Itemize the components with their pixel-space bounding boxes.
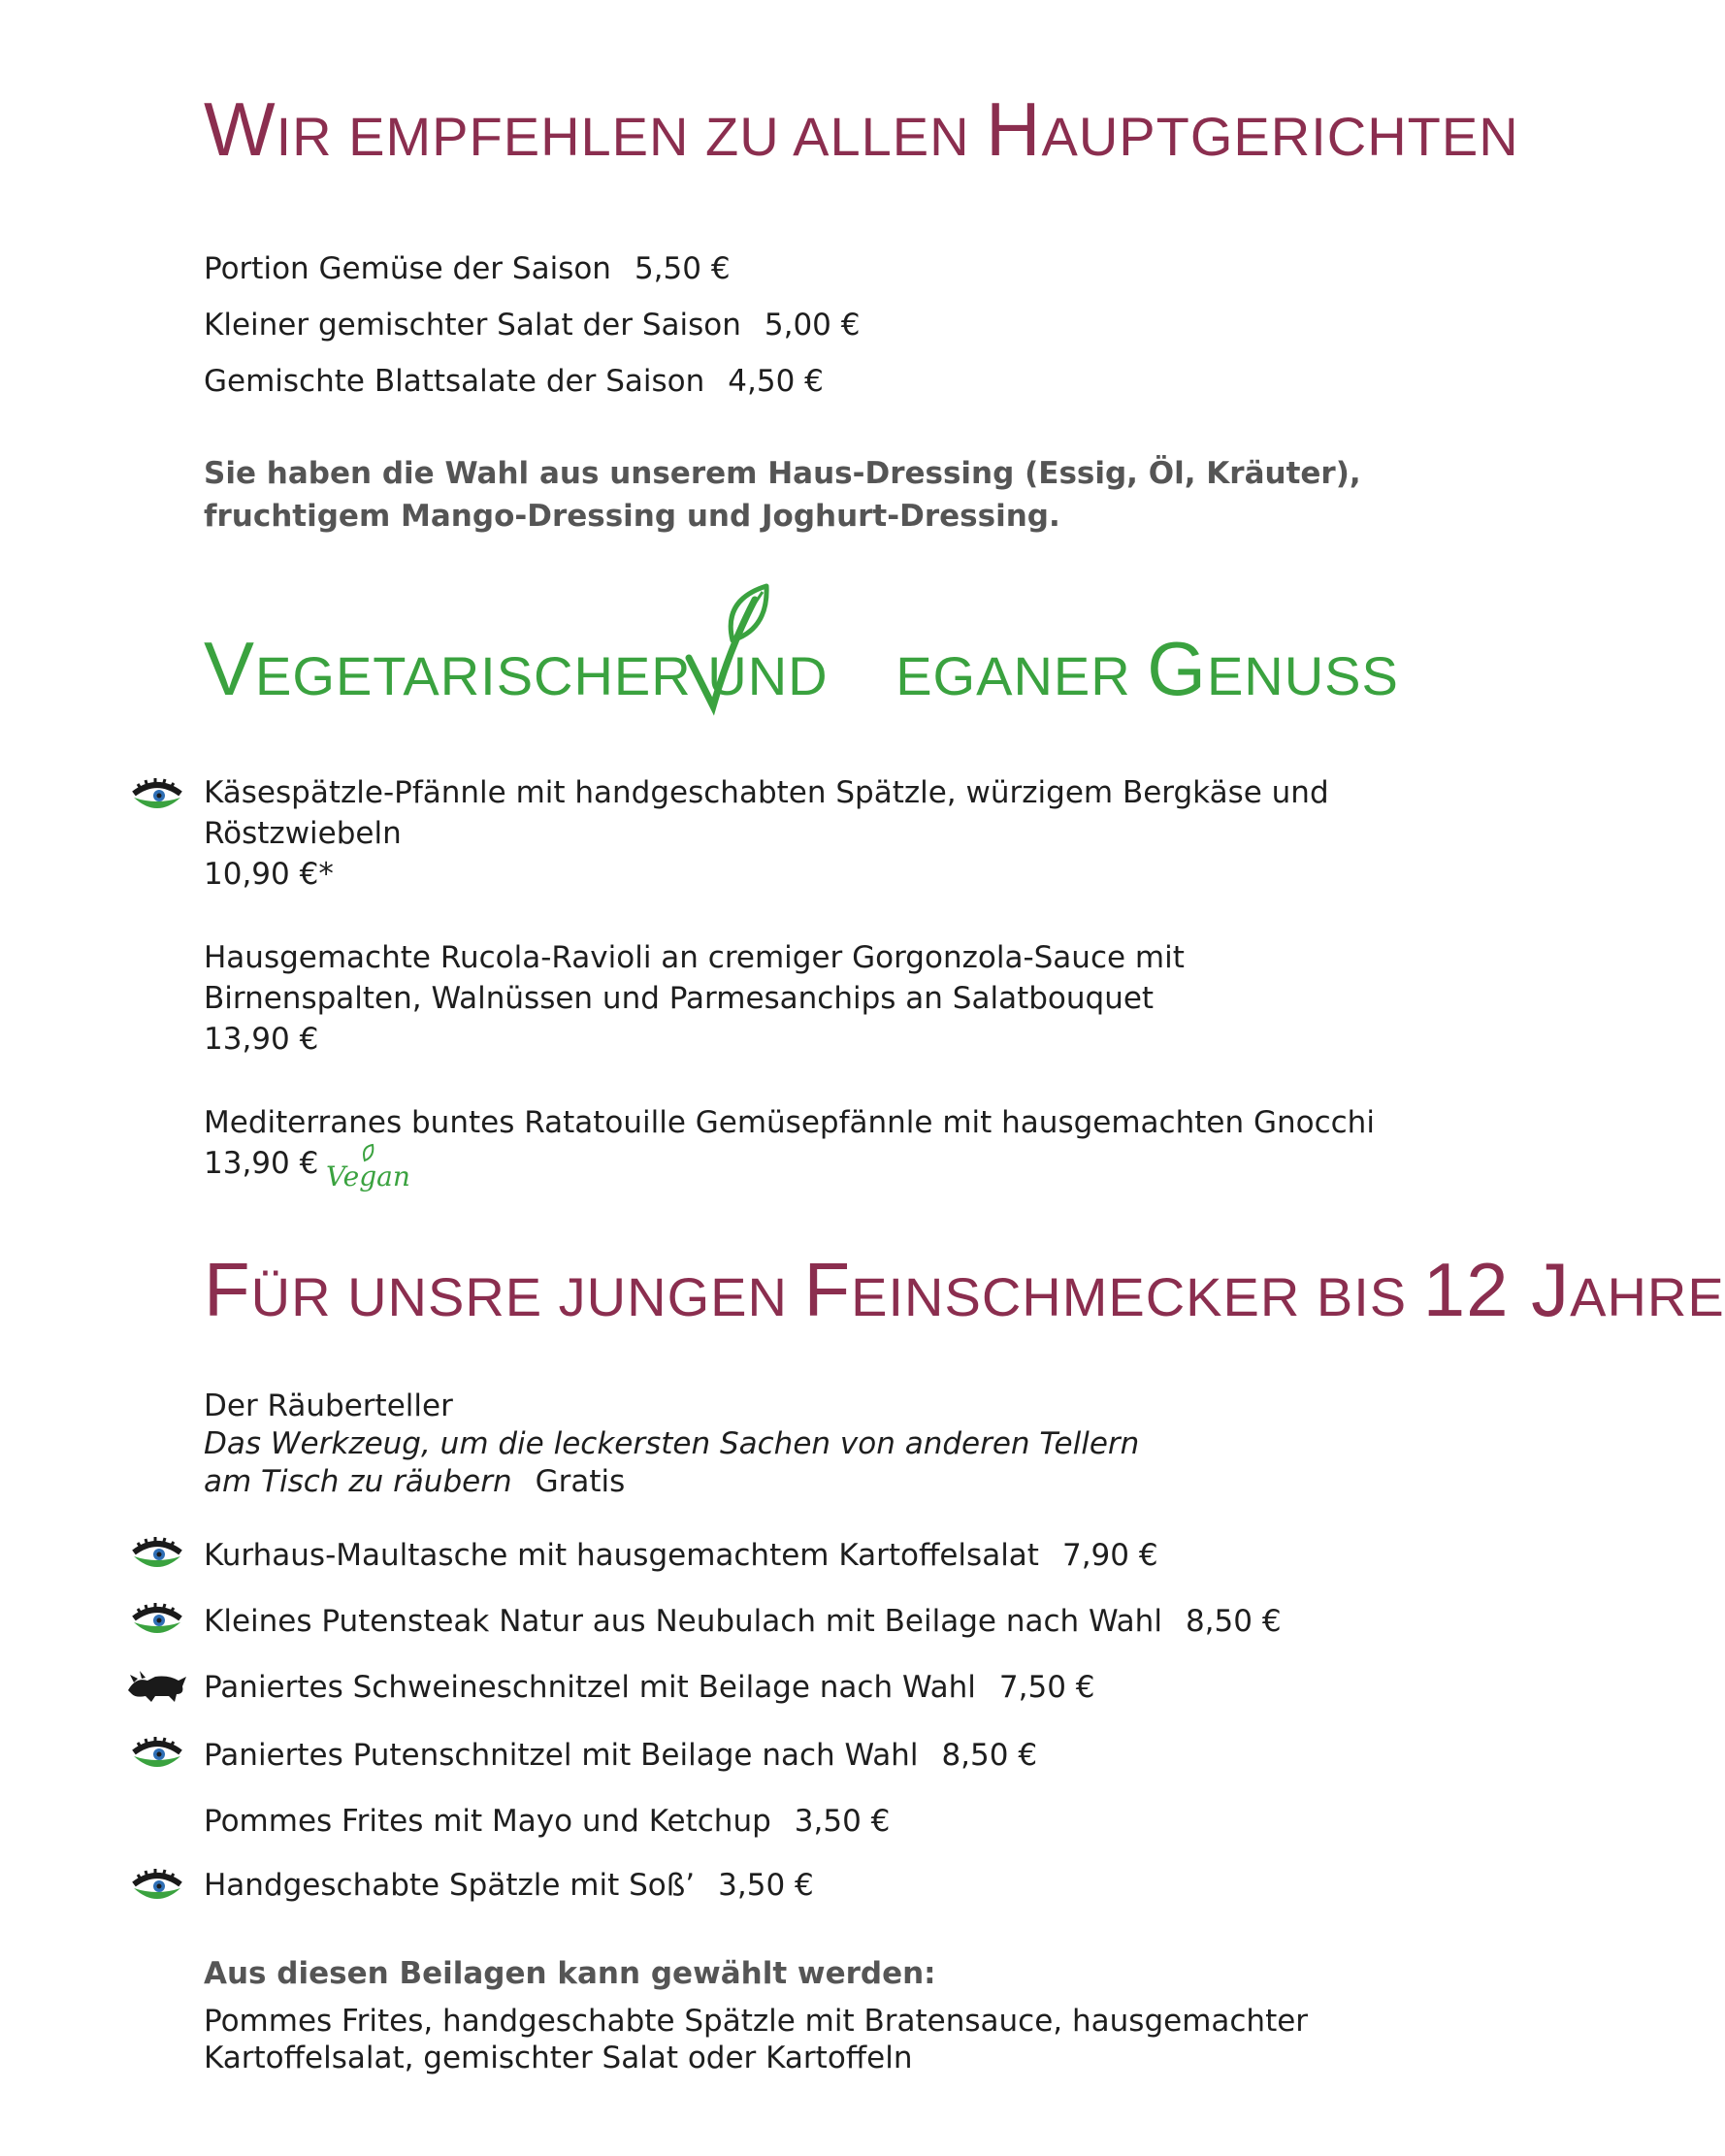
eye-icon (130, 1535, 184, 1574)
item-price: 13,90 € (204, 1146, 319, 1181)
item-description: am Tisch zu räubern (204, 1464, 512, 1499)
dressing-note-line: fruchtigem Mango-Dressing und Joghurt-Dressing. (204, 499, 1060, 534)
item-name: Paniertes Putenschnitzel mit Beilage nach Wahl (204, 1738, 919, 1773)
rauberteller-item (204, 1388, 1139, 1501)
item-description: Röstzwiebeln (204, 816, 402, 851)
item-name: Handgeschabte Spätzle mit Soß’ (204, 1868, 696, 1903)
item-name: Kurhaus-Maultasche mit hausgemachtem Kartoffelsalat (204, 1538, 1039, 1573)
item-price: 8,50 € (941, 1738, 1038, 1773)
heading-text: IR EMPFEHLEN ZU ALLEN (276, 106, 987, 167)
kids-item (204, 1735, 1037, 1776)
heading-cap: 12 J (1422, 1247, 1571, 1332)
heading-cap: G (1147, 626, 1207, 711)
item-price: 4,50 € (728, 364, 824, 399)
item-price: 13,90 € (204, 1022, 319, 1057)
side-item (204, 305, 860, 345)
side-item (204, 361, 824, 402)
heading-text: EGANER (895, 645, 1148, 706)
item-description: Käsespätzle-Pfännle mit handgeschabten Spätzle, würzigem Bergkäse und (204, 775, 1329, 810)
item-price: 7,90 € (1061, 1538, 1158, 1573)
vegan-badge (322, 1143, 410, 1199)
kids-item (204, 1535, 1158, 1576)
item-price: 10,90 €* (204, 857, 334, 892)
heading-cap: V (204, 626, 256, 711)
item-description: Birnenspalten, Walnüssen und Parmesanchips an Salatbouquet (204, 981, 1155, 1016)
item-price: 7,50 € (998, 1670, 1095, 1705)
menu-item (204, 772, 1329, 895)
item-description: Mediterranes buntes Ratatouille Gemüsepfännle mit hausgemachten Gnocchi (204, 1105, 1375, 1140)
kids-item (204, 1667, 1095, 1708)
heading-text: AHRE (1570, 1266, 1725, 1327)
sides-list-line: Kartoffelsalat, gemischter Salat oder Kartoffeln (204, 2041, 913, 2075)
item-name: Pommes Frites mit Mayo und Ketchup (204, 1804, 771, 1839)
heading-text: ÜR UNSRE JUNGEN (250, 1266, 804, 1327)
item-name: Gemischte Blattsalate der Saison (204, 364, 705, 399)
sides-list-line: Pommes Frites, handgeschabte Spätzle mit Bratensauce, hausgemachter (204, 2004, 1309, 2039)
heading-cap: F (803, 1247, 852, 1332)
item-name: Portion Gemüse der Saison (204, 251, 611, 286)
heading-text: AUPTGERICHTEN (1041, 106, 1519, 167)
menu-item (204, 937, 1185, 1060)
kids-item (204, 1801, 890, 1842)
item-price: 3,50 € (794, 1804, 891, 1839)
section-heading-kids (204, 1246, 1725, 1334)
section-heading-vegetarian (204, 625, 1399, 713)
item-name: Kleines Putensteak Natur aus Neubulach mit Beilage nach Wahl (204, 1604, 1162, 1639)
dressing-note-line: Sie haben die Wahl aus unserem Haus-Dressing (Essig, Öl, Kräuter), (204, 456, 1361, 491)
kids-item (204, 1601, 1282, 1642)
eye-icon (130, 776, 184, 815)
dressing-note (204, 452, 1361, 538)
side-item (204, 248, 731, 289)
item-price: 5,00 € (764, 308, 861, 343)
heading-text: ENUSS (1206, 645, 1399, 706)
item-description: Das Werkzeug, um die leckersten Sachen von anderen Tellern (204, 1426, 1140, 1461)
item-name: Paniertes Schweineschnitzel mit Beilage nach Wahl (204, 1670, 976, 1705)
kids-item (204, 1865, 814, 1906)
heading-text: EINSCHMECKER BIS (851, 1266, 1423, 1327)
heading-cap: W (204, 86, 277, 172)
heading-text: EGETARISCHER UND (255, 645, 845, 706)
heading-cap (844, 626, 895, 711)
eye-icon (130, 1735, 184, 1774)
eye-icon (130, 1601, 184, 1640)
item-price: Gratis (535, 1464, 626, 1499)
lion-icon (126, 1669, 188, 1708)
sides-list (204, 2003, 1308, 2076)
section-heading-recommendations (204, 85, 1519, 174)
heading-cap: F (204, 1247, 251, 1332)
vegan-label: Vegan (326, 1160, 410, 1192)
item-price: 3,50 € (718, 1868, 814, 1903)
item-price: 8,50 € (1185, 1604, 1282, 1639)
item-name: Der Räuberteller (204, 1388, 453, 1423)
sides-title: Aus diesen Beilagen kann gewählt werden: (204, 1956, 936, 1991)
eye-icon (130, 1867, 184, 1906)
item-price: 5,50 € (634, 251, 731, 286)
item-name: Kleiner gemischter Salat der Saison (204, 308, 741, 343)
item-description: Hausgemachte Rucola-Ravioli an cremiger Gorgonzola-Sauce mit (204, 940, 1185, 975)
heading-cap: H (986, 86, 1042, 172)
